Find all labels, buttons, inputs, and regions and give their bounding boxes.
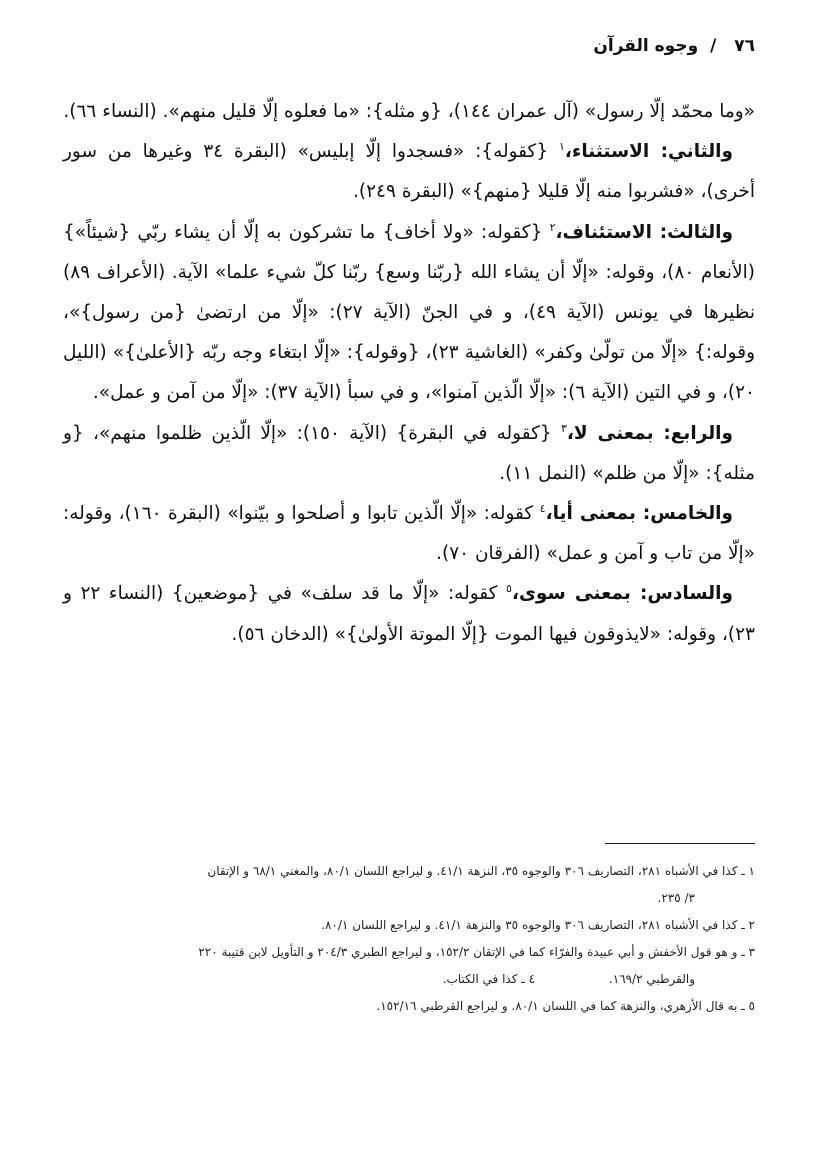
main-text	[63, 92, 755, 655]
footnote-4: ٤ ـ كذا في الكتاب.	[442, 972, 536, 986]
paragraph-2	[63, 132, 755, 212]
footnote-3: ٣ ـ و هو قول الأخفش و أبي عبيدة والفرّاء كما في الإتقان ١٥٢/٢، و ليراجع الطبري ٢٠٤/٣ و التأويل لابن قتيبة ٢٢٠	[198, 945, 755, 959]
paragraph-3	[63, 213, 755, 414]
footnote-ref-1: ١	[558, 140, 565, 154]
footnote-ref-4: ٤	[539, 501, 546, 515]
book-title: وجوه القرآن	[593, 36, 699, 56]
footnote-5: ٥ ـ به قال الأزهري، والنزهة كما في اللسان ٨٠/١. و ليراجع القرطبي ١٥٢/١٦.	[376, 999, 755, 1013]
footnotes	[61, 858, 755, 1020]
footnote-ref-5: ٥	[506, 582, 512, 596]
footnote-divider	[605, 843, 755, 844]
footnote-ref-3: ٣	[560, 421, 567, 435]
paragraph-4-text: {كقوله في البقرة} (الآية ١٥٠): «إلّا الّذين ظلموا منهم»، {و مثله}: «إلّا من ظلم» (النمل ١١).	[63, 422, 755, 484]
paragraph-6	[63, 574, 755, 654]
paragraph-1: «وما محمّد إلّا رسول» (آل عمران ١٤٤)، {و مثله}: «ما فعلوه إلّا قليل منهم». (النساء ٦٦).	[63, 101, 755, 122]
paragraph-6-text: كقوله: «إلّا ما قد سلف» في {موضعين} (النساء ٢٢ و ٢٣)، وقوله: «لايذوقون فيها الموت {إلّا الموتة الأولىٰ}» (الدخان ٥٦).	[63, 583, 755, 645]
section-term-sixth: والسادس: بمعنى سوى،	[511, 583, 733, 605]
section-term-second: والثاني: الاستثناء،	[564, 141, 734, 163]
page-number: ٧٦	[734, 36, 755, 56]
paragraph-4	[63, 414, 755, 494]
paragraph-5	[63, 494, 755, 574]
footnote-3-continuation: والقرطبي ١٦٩/٢.	[608, 972, 695, 986]
section-term-fourth: والرابع: بمعنى لا،	[566, 422, 733, 444]
header-separator: /	[710, 36, 717, 56]
footnote-1-continuation: ٣/ ٢٣٥.	[657, 891, 695, 905]
section-term-third: والثالث: الاستئناف،	[555, 221, 733, 243]
footnote-1: ١ ـ كذا في الأشباه ٢٨١، التصاريف ٣٠٦ والوجوه ٣٥، النزهة ٤١/١. و ليراجع اللسان ٨٠/١، والمغني ٦٨/١ و الإتقان	[207, 864, 755, 878]
paragraph-2-text: {كقوله}: «فسجدوا إلّا إبليس» (البقرة ٣٤ وغيرها من سور أخرى)، «فشربوا منه إلّا قليلا {منهم}» (البقرة ٢٤٩).	[63, 141, 755, 203]
footnote-2: ٢ ـ كذا في الأشباه ٢٨١، التصاريف ٣٠٦ والوجوه ٣٥ والنزهة ٤١/١. و ليراجع اللسان ٨٠/١.	[321, 918, 755, 932]
paragraph-3-text: {كقوله: «ولا أخاف} ما تشركون به إلّا أن يشاء ربّي {شيئاً»} (الأنعام ٨٠)، وقوله: «إلّا أن يشاء الله {ربّنا وسع} ربّنا كلّ شيء علما» الآية. (الأعراف ٨٩) نظيرها في يونس (الآية ٤٩)، و في الجنّ (الآية ٢٧): «إلّا من ارتضىٰ {من رسول}»، وقوله:} «إلّا من تولّىٰ وكفر» (الغاشية ٢٣)، {وقوله}: «إلّا ابتغاء وجه ربّه {الأعلىٰ}» (الليل ٢٠)، و في التين (الآية ٦): «إلّا الّذين آمنوا»، و في سبأ (الآية ٣٧): «إلّا من آمن و عمل».	[63, 221, 755, 404]
footnote-3-continuation-row	[61, 966, 755, 993]
footnote-ref-2: ٢	[549, 220, 556, 234]
running-header	[65, 36, 755, 56]
paragraph-5-text: كقوله: «إلّا الّذين تابوا و أصلحوا و بيّنوا» (البقرة ١٦٠)، وقوله: «إلّا من تاب و آمن و عمل» (الفرقان ٧٠).	[63, 503, 755, 565]
section-term-fifth: والخامس: بمعنى أيا،	[545, 503, 733, 525]
